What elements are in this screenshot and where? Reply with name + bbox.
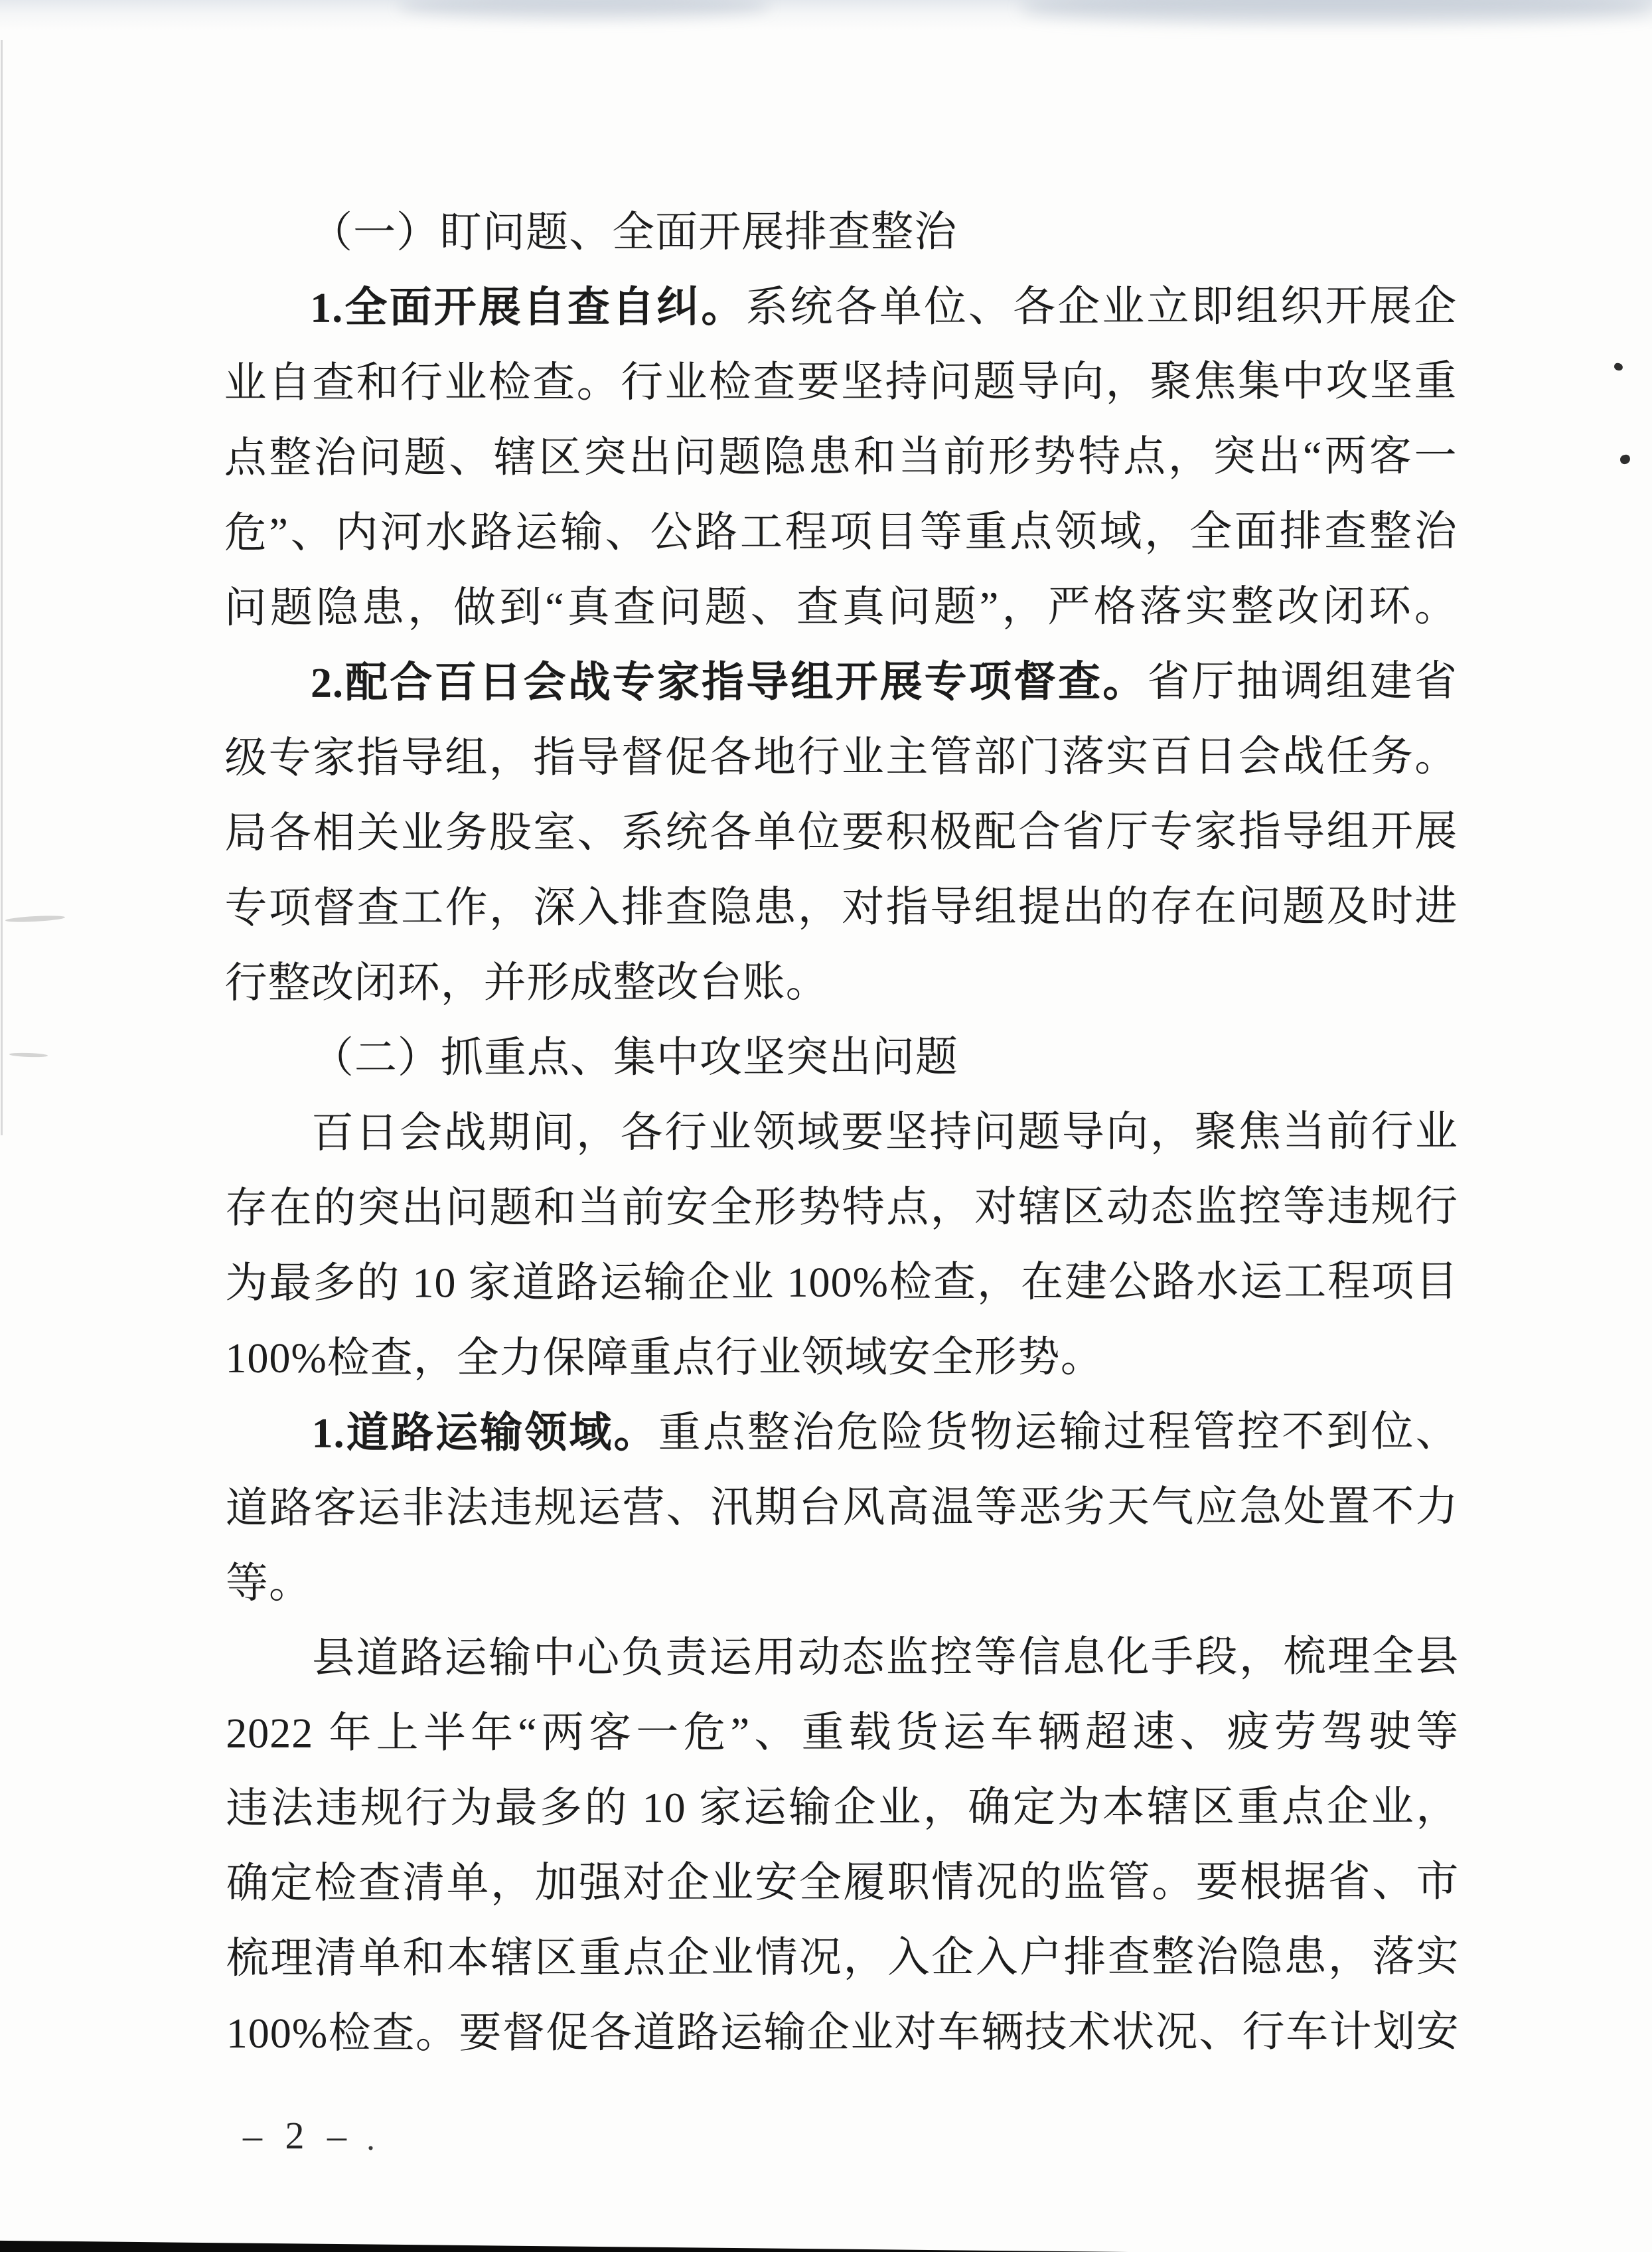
text-line (224, 418, 1457, 495)
scan-noise-top-band (0, 0, 1652, 31)
text-run: 存在的突出问题和当前安全形势特点，对辖区动态监控等违规行 (225, 1182, 1459, 1232)
text-run: 100%检查。要督促各道路运输企业对车辆技术状况、行车计划安 (226, 2008, 1460, 2057)
text-run: 系统各单位、各企业立即组织开展企 (745, 282, 1458, 331)
text-line (226, 1994, 1460, 2071)
text-run: 违法违规行为最多的 10 家运输企业，确定为本辖区重点企业， (226, 1783, 1460, 1832)
text-line (226, 1619, 1459, 1696)
text-run: 级专家指导组，指导督促各地行业主管部门落实百日会战任务。 (224, 732, 1458, 781)
text-run: 100%检查，全力保障重点行业领域安全形势。 (225, 1333, 1104, 1382)
scan-noise-patch (1022, 0, 1652, 23)
scan-smudge (9, 1052, 48, 1058)
text-line (226, 1919, 1460, 1996)
page-number: – 2 – (243, 2114, 353, 2157)
text-line (225, 943, 1458, 1020)
text-line (226, 1544, 1459, 1621)
text-line (224, 493, 1458, 570)
text-line (225, 1168, 1458, 1246)
text-run: 百日会战期间，各行业领域要坚持问题导向，聚焦当前行业 (311, 1107, 1459, 1157)
text-run: 专项督查工作，深入排查隐患，对指导组提出的存在问题及时进 (224, 882, 1458, 931)
text-line (225, 1018, 1458, 1095)
text-run: 2022 年上半年“两客一危”、重载货运车辆超速、疲劳驾驶等 (226, 1708, 1460, 1757)
text-line (224, 568, 1458, 645)
text-line (226, 1469, 1459, 1546)
text-run: 危”、内河水路运输、公路工程项目等重点领域，全面排查整治 (224, 507, 1458, 556)
text-run: 点整治问题、辖区突出问题隐患和当前形势特点，突出“两客一 (224, 432, 1458, 481)
text-line (224, 868, 1458, 945)
text-run: 业自查和行业检查。行业检查要坚持问题导向，聚焦集中攻坚重 (224, 357, 1458, 406)
bold-heading-run: 1.全面开展自查自纠。 (310, 283, 746, 331)
text-run: 道路客运非法违规运营、汛期台风高温等恶劣天气应急处置不力 (225, 1483, 1459, 1532)
scan-shadow-bottom (0, 2239, 1128, 2252)
bold-heading-run: 2.配合百日会战专家指导组开展专项督查。 (310, 658, 1148, 706)
text-line (224, 643, 1458, 720)
ink-speck (1614, 362, 1623, 371)
text-line (226, 1769, 1459, 1846)
text-line (225, 1093, 1458, 1170)
text-run: 问题隐患，做到“真查问题、查真问题”，严格落实整改闭环。 (224, 582, 1458, 631)
stray-ink-mark: . (366, 2120, 375, 2158)
text-run: 等。 (225, 1559, 312, 1607)
text-run: 行整改闭环，并形成整改台账。 (224, 958, 829, 1006)
bold-heading-run: 1.道路运输领域。 (311, 1409, 658, 1457)
text-line (224, 793, 1458, 870)
text-run: 为最多的 10 家道路运输企业 100%检查，在建公路水运工程项目 (225, 1257, 1459, 1307)
text-line (224, 268, 1457, 345)
ink-speck (1619, 454, 1631, 465)
text-run: （一）盯问题、全面开展排查整治 (310, 208, 958, 256)
text-run: 县道路运输中心负责运用动态监控等信息化手段，梳理全县 (312, 1633, 1460, 1682)
text-line (226, 1694, 1459, 1771)
text-run: （二）抓重点、集中攻坚突出问题 (311, 1033, 958, 1082)
text-run: 重点整治危险货物运输过程管控不到位、 (658, 1408, 1459, 1457)
text-line (226, 1394, 1459, 1471)
scan-noise-patch (398, 0, 770, 19)
document-body (224, 193, 1460, 2071)
text-run: 局各相关业务股室、系统各单位要积极配合省厅专家指导组开展 (224, 807, 1458, 856)
text-line (226, 1844, 1459, 1921)
text-line (224, 343, 1457, 420)
scan-smudge (5, 915, 65, 924)
text-line (224, 718, 1458, 795)
text-line (225, 1319, 1458, 1396)
text-run: 确定检查清单，加强对企业安全履职情况的监管。要根据省、市 (226, 1858, 1460, 1907)
text-line (224, 193, 1457, 270)
text-line (225, 1244, 1458, 1321)
text-run: 省厅抽调组建省 (1147, 657, 1458, 706)
scan-edge-line (1, 40, 3, 1135)
text-run: 梳理清单和本辖区重点企业情况，入企入户排查整治隐患，落实 (226, 1933, 1460, 1982)
